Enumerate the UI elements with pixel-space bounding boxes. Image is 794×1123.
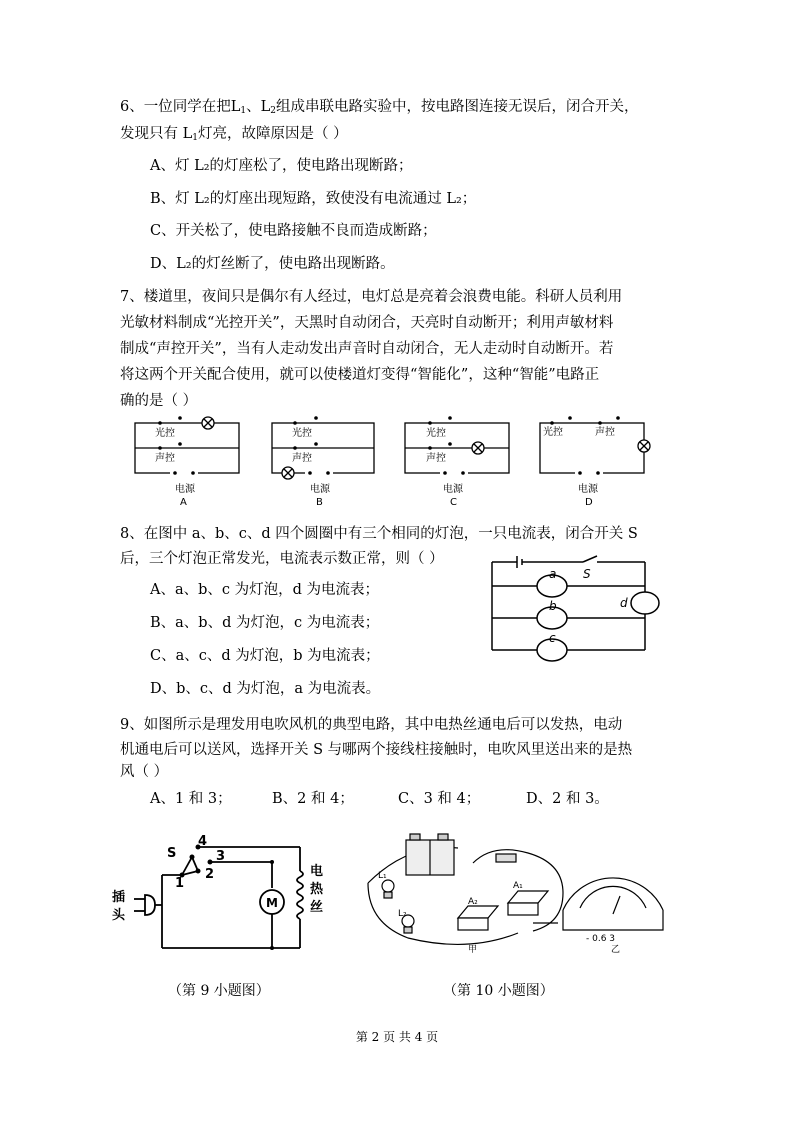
q9-label-s: S [167, 846, 177, 861]
b-power-label: 电源 [310, 484, 330, 495]
c-light-label: 光控 [426, 428, 446, 439]
a-light-label: 光控 [155, 428, 175, 439]
q9-heater-label-3: 丝 [310, 900, 324, 915]
q10-circuit-photo [358, 828, 678, 958]
d-sound-label: 声控 [595, 427, 615, 438]
q9-terminal-4: 4 [198, 834, 208, 849]
q9-plug-label-2: 头 [112, 908, 126, 923]
q9-heater-label-2: 热 [310, 882, 324, 897]
q6-option-d: D、L₂的灯丝断了，使电路出现断路。 [150, 256, 395, 272]
q8-label-s: S [583, 567, 591, 581]
q8-line2: 后，三个灯泡正常发光，电流表示数正常，则（ ） [120, 551, 444, 567]
q8-option-a: A、a、b、c 为灯泡，d 为电流表； [150, 582, 380, 598]
q8-option-b: B、a、b、d 为灯泡，c 为电流表； [150, 615, 380, 631]
q10-fig-right-label: 乙 [611, 945, 621, 955]
q7-line2: 光敏材料制成“光控开关”，天黑时自动闭合，天亮时自动断开；利用声敏材料 [120, 315, 614, 331]
q9-option-c: C、3 和 4； [398, 791, 481, 807]
q6-option-a: A、灯 L₂的灯座松了，使电路出现断路； [150, 158, 413, 174]
q8-label-c: c [549, 631, 556, 645]
circuit-a [135, 417, 239, 478]
circuit-c [405, 423, 509, 478]
d-light-label: 光控 [543, 427, 563, 438]
b-sound-label: 声控 [292, 453, 312, 464]
q8-label-b: b [549, 599, 557, 613]
q8-label-a: a [549, 567, 557, 581]
q9-terminal-3: 3 [216, 849, 226, 864]
d-letter: D [585, 497, 593, 508]
a-letter: A [180, 497, 187, 508]
q9-option-d: D、2 和 3。 [526, 791, 609, 807]
q10-a1-label: A₁ [513, 881, 523, 891]
q9-heater-label-1: 电 [310, 864, 324, 879]
q6-stem-a: 6、一位同学在把 [120, 99, 231, 115]
q9-terminal-1: 1 [175, 876, 185, 891]
c-power-label: 电源 [443, 484, 463, 495]
q7-circuit-diagrams [120, 408, 680, 508]
q9-plug-label-1: 插 [112, 890, 126, 905]
q6-stem-b: 组成串联电路实验中，按电路图连接无误后，闭合开关， [275, 99, 639, 115]
q9-line2: 机通电后可以送风，选择开关 S 与哪两个接线柱接触时，电吹风里送出来的是热 [120, 742, 633, 758]
q9-terminal-2: 2 [205, 867, 215, 882]
q9-option-a: A、1 和 3； [150, 791, 232, 807]
circuit-b [272, 423, 374, 479]
q10-a2-label: A₂ [468, 897, 478, 907]
d-power-label: 电源 [578, 484, 598, 495]
q7-line1: 7、楼道里，夜间只是偶尔有人经过，电灯总是亮着会浪费电能。科研人员利用 [120, 289, 623, 305]
fig9-caption: （第 9 小题图） [168, 983, 270, 999]
q8-circuit [485, 548, 665, 666]
q10-l1-label: L₁ [378, 871, 387, 881]
q8-line1: 8、在图中 a、b、c、d 四个圆圈中有三个相同的灯泡，一只电流表，闭合开关 S [120, 526, 638, 542]
q8-option-c: C、a、c、d 为灯泡，b 为电流表； [150, 648, 380, 664]
q7-line3: 制成“声控开关”，当有人走动发出声音时自动闭合，无人走动时自动断开。若 [120, 341, 614, 357]
q6-line2-b: 灯亮，故障原因是（ ） [197, 126, 348, 142]
page-footer: 第 2 页 共 4 页 [355, 1030, 439, 1044]
q7-line4: 将这两个开关配合使用，就可以使楼道灯变得“智能化”，这种“智能”电路正 [120, 367, 600, 383]
b-letter: B [316, 497, 323, 508]
a-sound-label: 声控 [155, 453, 175, 464]
a-power-label: 电源 [175, 484, 195, 495]
q9-line3: 风（ ） [120, 764, 169, 780]
q6-stem-line1: 6、一位同学在把$L_1$、$L_2$组成串联电路实验中，按电路图连接无误后，闭合开关， [120, 99, 639, 116]
q9-motor-label: M [266, 896, 278, 910]
q6-option-b: B、灯 L₂的灯座出现短路，致使没有电流通过 L₂； [150, 191, 477, 207]
c-sound-label: 声控 [426, 453, 446, 464]
c-letter: C [450, 497, 457, 508]
q6-stem-line2: 发现只有 $L_1$灯亮，故障原因是（ ） [120, 126, 348, 143]
q6-option-c: C、开关松了，使电路接触不良而造成断路； [150, 223, 437, 239]
q7-line5: 确的是（ ） [120, 393, 198, 409]
q10-scale-label: - 0.6 3 [586, 934, 616, 944]
q10-fig-left-label: 甲 [468, 945, 478, 955]
q8-option-d: D、b、c、d 为灯泡，a 为电流表。 [150, 681, 381, 697]
q8-label-d: d [620, 596, 628, 610]
q9-option-b: B、2 和 4； [272, 791, 354, 807]
q6-line2-a: 发现只有 L [120, 126, 193, 142]
b-light-label: 光控 [292, 428, 312, 439]
q9-hairdryer-circuit [110, 835, 330, 960]
q10-l2-label: L₂ [398, 909, 407, 919]
q9-line1: 9、如图所示是理发用电吹风机的典型电路，其中电热丝通电后可以发热，电动 [120, 717, 623, 733]
fig10-caption: （第 10 小题图） [443, 983, 554, 999]
